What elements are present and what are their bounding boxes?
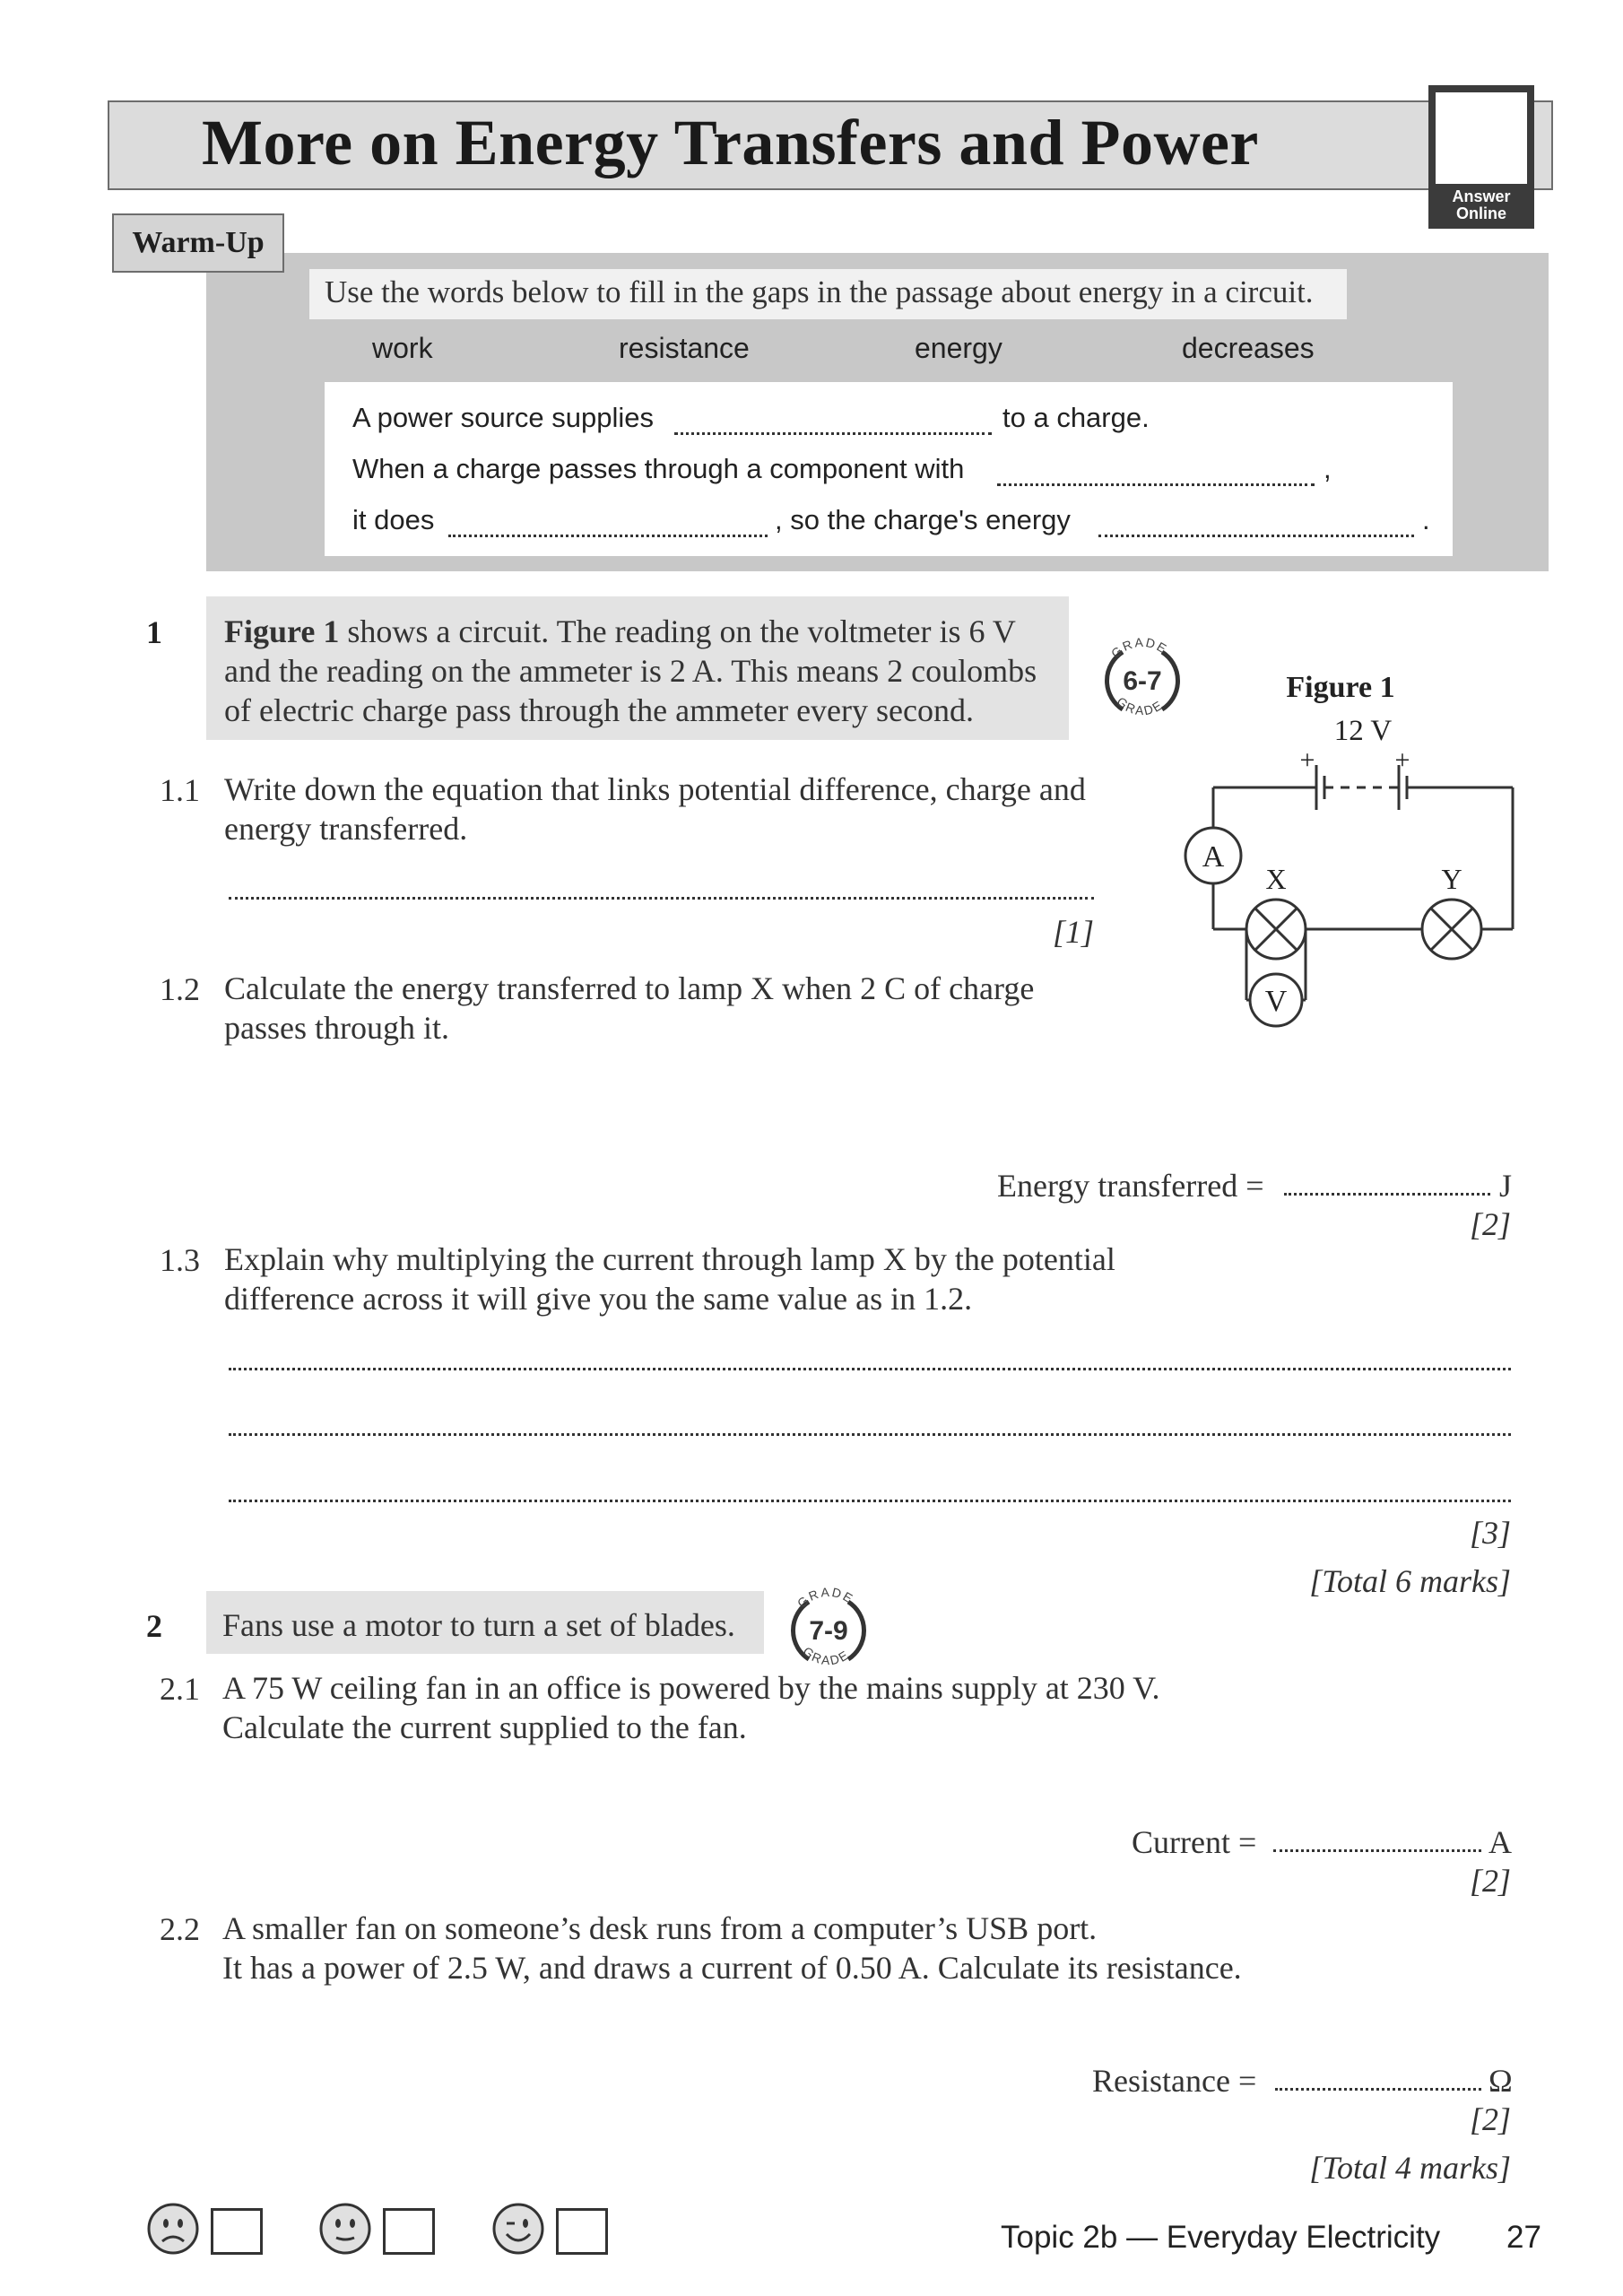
page-title: More on Energy Transfers and Power: [202, 107, 1259, 178]
passage-line1-start: A power source supplies: [352, 402, 655, 433]
q2-1-number: 2.1: [160, 1671, 200, 1707]
q2-total-marks: [Total 4 marks]: [1309, 2150, 1511, 2186]
answer-online-qr-area: [1436, 92, 1527, 184]
word-option: work: [372, 332, 433, 364]
q1-2-text: Calculate the energy transferred to lamp X when 2 C of charge passes through it.: [224, 970, 1035, 1046]
q1-3-answer-line-3[interactable]: [229, 1500, 1511, 1502]
q2-1-unit: A: [1488, 1824, 1512, 1860]
warmup-tab: Warm-Up: [112, 213, 284, 273]
svg-text:GRADE: GRADE: [794, 1584, 857, 1611]
q2-intro: Fans use a motor to turn a set of blades.: [222, 1607, 735, 1643]
q2-1-answer-field[interactable]: [1273, 1849, 1481, 1852]
q1-intro: Figure 1 shows a circuit. The reading on the voltmeter is 6 V and the reading on the ammeter is 2 A. This means 2 coulombs of electric charge pass through the ammeter every second.: [224, 613, 1037, 728]
q1-3-answer-line-2[interactable]: [229, 1433, 1511, 1436]
footer-topic: Topic 2b — Everyday Electricity: [1001, 2220, 1441, 2255]
q2-2-text: A smaller fan on someone’s desk runs from a computer’s USB port. It has a power of 2.5 W, and draws a current of 0.50 A. Calculate its resistance.: [222, 1910, 1242, 1986]
word-option: resistance: [619, 332, 750, 364]
q2-2-marks: [2]: [1469, 2101, 1511, 2137]
blank-1[interactable]: [674, 432, 992, 435]
battery-plus-1: +: [1299, 745, 1315, 775]
q2-1-text: A 75 W ceiling fan in an office is powered by the mains supply at 230 V. Calculate the current supplied to the fan.: [222, 1670, 1160, 1745]
sad-face-icon[interactable]: [146, 2202, 200, 2256]
svg-text:GRADE: GRADE: [1114, 693, 1167, 718]
q1-3-text: Explain why multiplying the current through lamp X by the potential difference across it will give you the same value as in 1.2.: [224, 1241, 1115, 1317]
q2-number: 2: [146, 1608, 162, 1644]
q1-2-marks: [2]: [1469, 1206, 1511, 1242]
q1-2-unit: J: [1499, 1168, 1513, 1204]
q2-1-marks: [2]: [1469, 1863, 1511, 1899]
q2-1-answer-label: Current =: [1132, 1824, 1257, 1860]
q1-1-answer-line[interactable]: [229, 897, 1094, 900]
battery-plus-2: +: [1394, 745, 1410, 775]
q1-number: 1: [146, 614, 162, 650]
lamp-y-label: Y: [1441, 863, 1462, 895]
q1-total-marks: [Total 6 marks]: [1309, 1563, 1511, 1599]
battery-voltage-label: 12 V: [1333, 715, 1393, 747]
word-option: energy: [915, 332, 1002, 364]
warmup-instruction: Use the words below to fill in the gaps in the passage about energy in a circuit.: [325, 274, 1314, 309]
q1-2-number: 1.2: [160, 971, 200, 1007]
q1-2-answer-field[interactable]: [1284, 1193, 1490, 1196]
neutral-face-icon[interactable]: [318, 2202, 372, 2256]
passage-line2-comma: ,: [1324, 453, 1332, 484]
ammeter-symbol: A: [1202, 840, 1225, 874]
q1-3-answer-line-1[interactable]: [229, 1368, 1511, 1370]
passage-line3-start: it does: [352, 504, 435, 535]
q2-2-answer-label: Resistance =: [1092, 2063, 1257, 2099]
happy-face-icon[interactable]: [491, 2202, 545, 2256]
circuit-diagram: [1175, 668, 1551, 1063]
svg-text:GRADE: GRADE: [800, 1643, 853, 1668]
blank-3[interactable]: [448, 535, 768, 537]
blank-2[interactable]: [997, 483, 1315, 486]
q1-1-marks: [1]: [1052, 914, 1094, 950]
q2-2-answer-field[interactable]: [1275, 2088, 1481, 2091]
q1-3-number: 1.3: [160, 1242, 200, 1278]
q2-2-unit: Ω: [1488, 2063, 1513, 2099]
grade-badge-7-9: [782, 1584, 875, 1677]
lamp-x-label: X: [1265, 863, 1287, 895]
passage-line3-mid: , so the charge's energy: [775, 504, 1071, 535]
figure-title: Figure 1: [1286, 671, 1395, 704]
sad-face-checkbox[interactable]: [211, 2208, 263, 2255]
answer-online-label[interactable]: Answer Online: [1452, 187, 1511, 222]
figure-reference: Figure 1: [224, 613, 340, 649]
q1-1-text: Write down the equation that links potential difference, charge and energy transferred.: [224, 771, 1086, 847]
happy-face-checkbox[interactable]: [556, 2208, 608, 2255]
q1-3-marks: [3]: [1469, 1515, 1511, 1551]
svg-text:GRADE: GRADE: [1107, 634, 1171, 661]
q1-1-number: 1.1: [160, 772, 200, 808]
q1-2-answer-label: Energy transferred =: [997, 1168, 1264, 1204]
grade-value: 7-9: [809, 1616, 848, 1646]
q2-2-number: 2.2: [160, 1911, 200, 1947]
blank-4[interactable]: [1098, 535, 1414, 537]
passage-line3-end: .: [1422, 504, 1430, 535]
page-number: 27: [1506, 2220, 1541, 2255]
voltmeter-symbol: V: [1264, 985, 1288, 1018]
neutral-face-checkbox[interactable]: [383, 2208, 435, 2255]
word-option: decreases: [1182, 332, 1315, 364]
passage-line1-end: to a charge.: [1002, 402, 1150, 433]
passage-line2-start: When a charge passes through a component with: [352, 453, 965, 484]
grade-value: 6-7: [1123, 666, 1162, 696]
